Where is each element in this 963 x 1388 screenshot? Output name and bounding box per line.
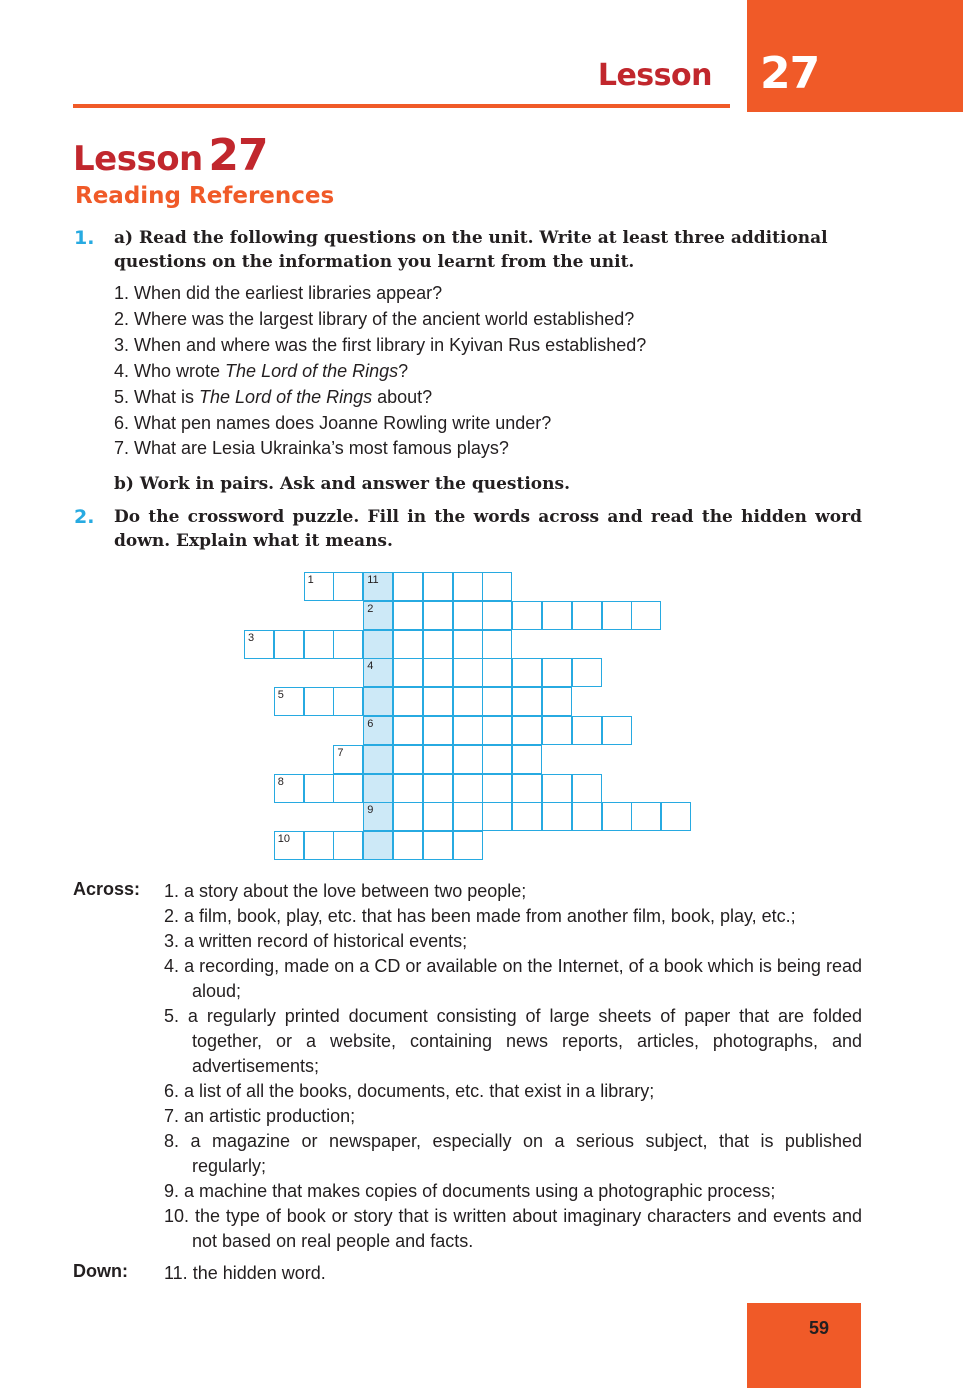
across-clue xyxy=(164,1129,862,1179)
across-label: Across: xyxy=(73,879,141,899)
across-clue-number: 6. xyxy=(164,1081,180,1101)
question-text: 2. Where was the largest library of the ancient world established? xyxy=(114,308,635,329)
crossword-cell[interactable] xyxy=(333,687,363,716)
crossword-cell[interactable] xyxy=(602,802,632,831)
crossword-cell[interactable] xyxy=(423,572,453,601)
crossword-cell[interactable] xyxy=(572,658,602,687)
crossword-cell[interactable] xyxy=(423,774,453,803)
across-clue-text: a recording, made on a CD or available on the Internet, of a book which is being read aloud; xyxy=(184,956,862,1001)
crossword-cell[interactable] xyxy=(423,831,453,860)
across-clue-text: a film, book, play, etc. that has been made from another film, book, play, etc.; xyxy=(184,906,796,926)
crossword-cell-hidden[interactable] xyxy=(363,831,393,860)
across-clue-text: a machine that makes copies of documents using a photographic process; xyxy=(184,1181,776,1201)
crossword-cell[interactable] xyxy=(453,630,483,659)
across-clue xyxy=(164,904,862,929)
across-clue-number: 10. xyxy=(164,1206,190,1226)
question-item xyxy=(114,333,646,359)
crossword-cell[interactable] xyxy=(602,716,632,745)
crossword-cell[interactable] xyxy=(393,601,423,630)
clue-number-label: 10 xyxy=(277,833,291,846)
clue-number-label: 3 xyxy=(248,631,255,644)
crossword-cell[interactable] xyxy=(512,601,542,630)
question-item xyxy=(114,307,646,333)
question-text-end: ? xyxy=(398,360,409,381)
crossword-cell[interactable] xyxy=(304,630,334,659)
crossword-cell[interactable] xyxy=(542,716,572,745)
crossword-cell[interactable] xyxy=(572,601,602,630)
crossword-cell[interactable] xyxy=(542,774,572,803)
crossword-cell-hidden[interactable] xyxy=(363,572,393,601)
crossword-cell[interactable] xyxy=(453,601,483,630)
crossword-cell[interactable] xyxy=(631,601,661,630)
crossword-cell-hidden[interactable] xyxy=(363,687,393,716)
crossword-cell[interactable] xyxy=(512,774,542,803)
clue-number-label: 4 xyxy=(367,660,374,673)
crossword-cell-hidden[interactable] xyxy=(363,774,393,803)
crossword-cell[interactable] xyxy=(482,774,512,803)
question-text: 3. When and where was the first library in Kyivan Rus established? xyxy=(114,334,647,355)
question-text: 7. What are Lesia Ukrainka’s most famous plays? xyxy=(114,438,509,459)
crossword-cell[interactable] xyxy=(304,687,334,716)
crossword-cell[interactable] xyxy=(333,831,363,860)
crossword-cell-hidden[interactable] xyxy=(363,630,393,659)
crossword-cell[interactable] xyxy=(512,716,542,745)
across-clue-number: 1. xyxy=(164,881,180,901)
crossword-cell[interactable] xyxy=(333,630,363,659)
across-clue xyxy=(164,879,862,904)
crossword-cell[interactable] xyxy=(393,802,423,831)
exercise-2-instruction: Do the crossword puzzle. Fill in the words across and read the hidden word down. Explain what it means. xyxy=(114,507,862,551)
crossword-cell[interactable] xyxy=(482,802,512,831)
crossword-cell[interactable] xyxy=(602,601,632,630)
crossword-cell[interactable] xyxy=(482,630,512,659)
question-item xyxy=(114,281,646,307)
crossword-cell[interactable] xyxy=(572,774,602,803)
crossword-cell[interactable] xyxy=(423,601,453,630)
crossword-cell[interactable] xyxy=(482,716,512,745)
across-clue-text: the type of book or story that is written about imaginary characters and events and not based on real people and facts. xyxy=(192,1206,862,1251)
clue-number-label: 7 xyxy=(337,746,344,759)
question-text: 5. What is xyxy=(114,386,200,407)
question-item xyxy=(114,436,646,462)
crossword-cell[interactable] xyxy=(274,630,304,659)
across-clue-text: a written record of historical events; xyxy=(184,931,468,951)
question-item xyxy=(114,385,646,411)
crossword-cell[interactable] xyxy=(542,687,572,716)
across-clue xyxy=(164,1079,862,1104)
crossword-cell[interactable] xyxy=(274,687,304,716)
question-text: 6. What pen names does Joanne Rowling write under? xyxy=(114,412,552,433)
crossword-cell[interactable] xyxy=(453,572,483,601)
question-text: 1. When did the earliest libraries appear? xyxy=(114,283,443,303)
crossword-cell[interactable] xyxy=(631,802,661,831)
crossword-cell[interactable] xyxy=(453,774,483,803)
crossword-cell[interactable] xyxy=(542,802,572,831)
crossword-cell[interactable] xyxy=(274,831,304,860)
crossword-cell[interactable] xyxy=(453,687,483,716)
crossword-cell[interactable] xyxy=(423,802,453,831)
clue-number-label: 8 xyxy=(277,775,284,788)
clue-number-label: 1 xyxy=(307,574,314,586)
crossword-cell[interactable] xyxy=(274,774,304,803)
crossword-cell[interactable] xyxy=(453,658,483,687)
crossword-cell[interactable] xyxy=(244,630,274,659)
across-clue xyxy=(164,1104,862,1129)
crossword-cell[interactable] xyxy=(423,658,453,687)
crossword-cell[interactable] xyxy=(393,572,423,601)
across-clue-number: 5. xyxy=(164,1006,180,1026)
across-clue-number: 8. xyxy=(164,1131,180,1151)
crossword-cell[interactable] xyxy=(423,630,453,659)
crossword-cell[interactable] xyxy=(333,572,363,601)
crossword-cell[interactable] xyxy=(304,572,334,601)
crossword-cell-hidden[interactable] xyxy=(363,716,393,745)
page-subtitle: Reading References xyxy=(75,183,335,209)
page-title xyxy=(73,130,268,181)
crossword-cell-hidden[interactable] xyxy=(363,601,393,630)
crossword-cell[interactable] xyxy=(482,687,512,716)
crossword-cell[interactable] xyxy=(512,802,542,831)
crossword-cell[interactable] xyxy=(572,716,602,745)
crossword-cell[interactable] xyxy=(512,745,542,774)
page-number: 59 xyxy=(808,1318,830,1338)
crossword-cell[interactable] xyxy=(482,658,512,687)
across-clue xyxy=(164,1179,862,1204)
crossword-cell-hidden[interactable] xyxy=(363,802,393,831)
question-item xyxy=(114,411,646,437)
crossword-cell[interactable] xyxy=(333,774,363,803)
crossword-cell[interactable] xyxy=(304,831,334,860)
question-item xyxy=(114,359,646,385)
crossword-cell[interactable] xyxy=(482,601,512,630)
crossword-cell[interactable] xyxy=(393,745,423,774)
crossword-cell[interactable] xyxy=(512,658,542,687)
crossword-cell[interactable] xyxy=(333,745,363,774)
crossword-cell[interactable] xyxy=(423,687,453,716)
down-label: Down: xyxy=(73,1261,128,1281)
crossword-cell-hidden[interactable] xyxy=(363,658,393,687)
crossword-cell[interactable] xyxy=(423,745,453,774)
exercise-1a-instruction: a) Read the following questions on the unit. Write at least three additional questions on the information you learnt from the unit. xyxy=(114,228,828,272)
question-text-end: about? xyxy=(372,386,433,407)
title-word: Lesson xyxy=(73,139,203,179)
crossword-cell[interactable] xyxy=(393,687,423,716)
crossword-cell[interactable] xyxy=(393,774,423,803)
across-clue-number: 7. xyxy=(164,1106,180,1126)
down-clue: 11. the hidden word. xyxy=(164,1263,326,1283)
across-clue-text: a regularly printed document consisting of large sheets of paper that are folded together, or a website, containing news reports, articles, photographs, and advertisements; xyxy=(187,1006,862,1076)
crossword-cell[interactable] xyxy=(393,658,423,687)
title-number: 27 xyxy=(208,130,268,181)
crossword-cell[interactable] xyxy=(393,716,423,745)
header-lesson-word: Lesson xyxy=(597,58,712,93)
clue-number-label: 11 xyxy=(367,574,379,586)
across-clue-text: a list of all the books, documents, etc. that exist in a library; xyxy=(184,1081,655,1101)
question-list xyxy=(114,281,646,462)
crossword-cell[interactable] xyxy=(482,745,512,774)
clue-number-label: 9 xyxy=(367,804,374,817)
exercise-1-number: 1. xyxy=(74,227,95,249)
crossword-cell[interactable] xyxy=(542,658,572,687)
crossword-cell[interactable] xyxy=(453,831,483,860)
across-clue-number: 3. xyxy=(164,931,180,951)
crossword-cell[interactable] xyxy=(393,831,423,860)
across-clue-text: a story about the love between two people; xyxy=(184,881,527,901)
across-clue xyxy=(164,1204,862,1254)
exercise-1b-instruction: b) Work in pairs. Ask and answer the questions. xyxy=(114,474,570,494)
header-rule xyxy=(73,104,730,108)
clue-number-label: 5 xyxy=(277,689,284,702)
crossword-cell[interactable] xyxy=(304,774,334,803)
question-title-italic: The Lord of the Rings xyxy=(199,386,373,407)
crossword-cell[interactable] xyxy=(572,802,602,831)
crossword-cell[interactable] xyxy=(423,716,453,745)
exercise-2-number: 2. xyxy=(74,506,95,528)
across-clue xyxy=(164,954,862,1004)
across-clue-text: a magazine or newspaper, especially on a serious subject, that is published regularly; xyxy=(190,1131,862,1176)
crossword-cell[interactable] xyxy=(453,802,483,831)
crossword-cell[interactable] xyxy=(482,572,512,601)
header-lesson-number: 27 xyxy=(760,48,820,99)
across-clue-list xyxy=(164,879,862,1254)
crossword-cell[interactable] xyxy=(542,601,572,630)
crossword-cell[interactable] xyxy=(453,745,483,774)
crossword-cell[interactable] xyxy=(453,716,483,745)
crossword-cell[interactable] xyxy=(512,687,542,716)
page-number-tab xyxy=(747,1303,861,1388)
clue-number-label: 2 xyxy=(367,602,374,615)
crossword-cell-hidden[interactable] xyxy=(363,745,393,774)
across-clue-number: 9. xyxy=(164,1181,180,1201)
across-clue-number: 4. xyxy=(164,956,180,976)
crossword-cell[interactable] xyxy=(393,630,423,659)
across-clue xyxy=(164,929,862,954)
across-clue xyxy=(164,1004,862,1079)
clue-number-label: 6 xyxy=(367,718,374,730)
crossword-cell[interactable] xyxy=(661,802,691,831)
question-text: 4. Who wrote xyxy=(114,360,226,381)
question-title-italic: The Lord of the Rings xyxy=(225,360,399,381)
across-clue-number: 2. xyxy=(164,906,180,926)
across-clue-text: an artistic production; xyxy=(184,1106,356,1126)
